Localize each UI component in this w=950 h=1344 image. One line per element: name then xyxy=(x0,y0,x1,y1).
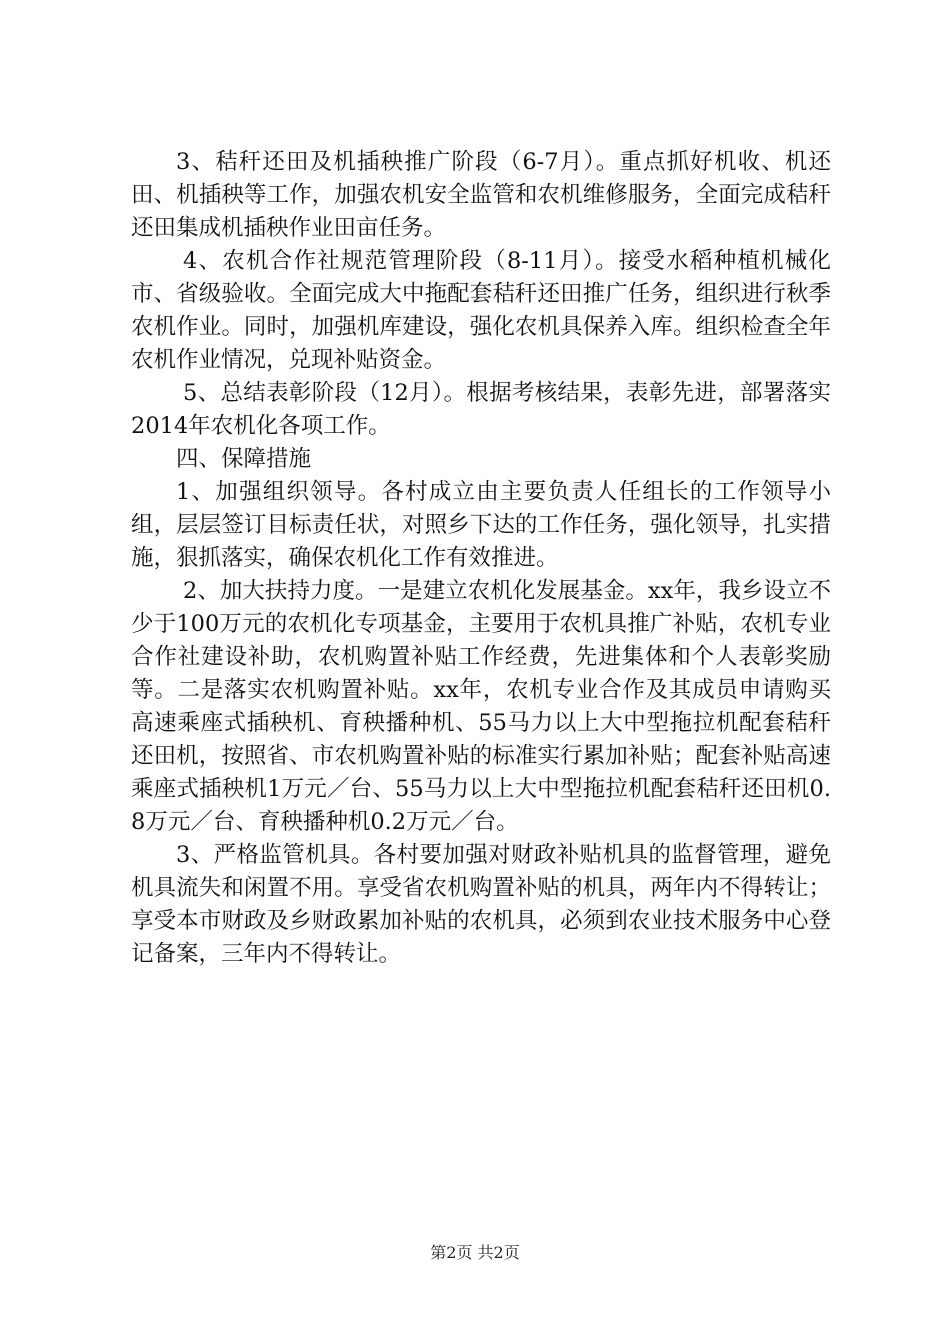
paragraph-measure-3: 3、严格监管机具。各村要加强对财政补贴机具的监督管理，避免机具流失和闲置不用。享受省农机购置补贴的机具，两年内不得转让；享受本市财政及乡财政累加补贴的农机具，必须到农业技术服务中心登记备案，三年内不得转让。 xyxy=(131,842,831,967)
paragraph-stage-4: 4、农机合作社规范管理阶段（8-11月）。接受水稻种植机械化市、省级验收。全面完成大中拖配套秸秆还田推广任务，组织进行秋季农机作业。同时，加强机库建设，强化农机具保养入库。组织检查全年农机作业情况，兑现补贴资金。 xyxy=(131,248,831,373)
paragraph-stage-3: 3、秸秆还田及机插秧推广阶段（6-7月）。重点抓好机收、机还田、机插秧等工作，加强农机安全监管和农机维修服务，全面完成秸秆还田集成机插秧作业田亩任务。 xyxy=(131,149,831,241)
paragraph-stage-5: 5、总结表彰阶段（12月）。根据考核结果，表彰先进，部署落实2014年农机化各项工作。 xyxy=(131,380,831,439)
paragraph-measure-2: 2、加大扶持力度。一是建立农机化发展基金。xx年，我乡设立不少于100万元的农机化专项基金，主要用于农机具推广补贴，农机专业合作社建设补助，农机购置补贴工作经费，先进集体和个人表彰奖励等。二是落实农机购置补贴。xx年，农机专业合作及其成员申请购买高速乘座式插秧机、育秧播种机、55马力以上大中型拖拉机配套秸秆还田机，按照省、市农机购置补贴的标准实行累加补贴；配套补贴高速乘座式插秧机1万元／台、55马力以上大中型拖拉机配套秸秆还田机0.8万元／台、育秧播种机0.2万元／台。 xyxy=(131,578,831,835)
paragraph-measure-1: 1、加强组织领导。各村成立由主要负责人任组长的工作领导小组，层层签订目标责任状，对照乡下达的工作任务，强化领导，扎实措施，狠抓落实，确保农机化工作有效推进。 xyxy=(131,479,831,571)
section-heading: 四、保障措施 xyxy=(176,446,312,472)
page-footer: 第2页 共2页 xyxy=(430,1243,520,1262)
document-body xyxy=(131,146,831,971)
